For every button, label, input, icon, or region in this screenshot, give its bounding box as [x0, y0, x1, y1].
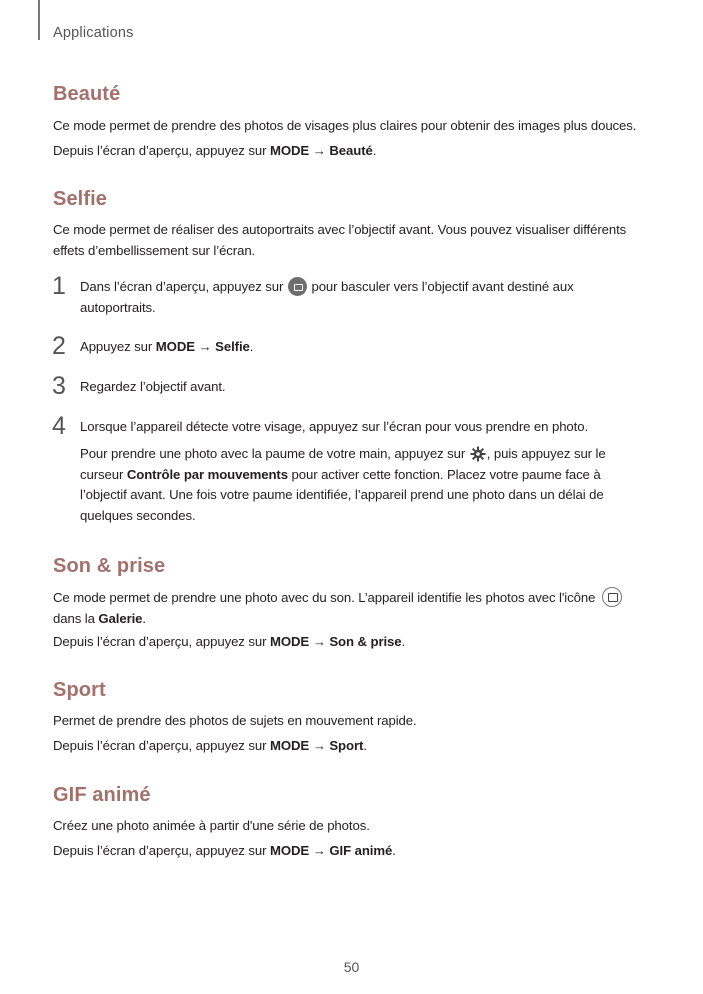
son-path: Depuis l’écran d’aperçu, appuyez sur MODE → Son & prise. — [53, 634, 406, 649]
beaute-description: Ce mode permet de prendre des photos de visages plus claires pour obtenir des images plus douces. — [53, 118, 637, 133]
step-2-text: Appuyez sur MODE → Selfie. — [80, 339, 254, 354]
sport-description: Permet de prendre des photos de sujets en mouvement rapide. — [53, 713, 417, 728]
step-number-2: 2 — [52, 332, 66, 360]
step-4-text: Lorsque l’appareil détecte votre visage, appuyez sur l’écran pour vous prendre en photo. — [80, 419, 589, 434]
son-description: Ce mode permet de prendre une photo avec du son. L’appareil identifie les photos avec l'icône dans la Galerie. — [53, 587, 643, 629]
selfie-description: Ce mode permet de réaliser des autoportraits avec l’objectif avant. Vous pouvez visualiser différents effets d’embellissement sur l’écran. — [53, 222, 627, 258]
step-number-3: 3 — [52, 372, 66, 400]
settings-gear-icon — [470, 446, 486, 462]
page-number: 50 — [343, 959, 360, 975]
heading-gif-anime: GIF animé — [53, 784, 151, 806]
step-3-text: Regardez l’objectif avant. — [80, 379, 226, 394]
heading-son-prise: Son & prise — [53, 555, 166, 577]
switch-camera-icon — [288, 277, 307, 296]
step-4-note: Pour prendre une photo avec la paume de votre main, appuyez sur , puis appuyez sur le curseur Contrôle par mouvements pour activer cette fonction. Placez votre paume face à l’objectif avant. Une fois votre paume identifiée, l’appareil prend une photo dans un délai de quelques secondes. — [80, 446, 606, 523]
heading-beaute: Beauté — [53, 83, 121, 105]
step-1-text: Dans l’écran d’aperçu, appuyez sur pour basculer vers l’objectif avant destiné aux autoportraits. — [80, 279, 574, 315]
gif-description: Créez une photo animée à partir d'une série de photos. — [53, 818, 370, 833]
step-number-4: 4 — [52, 412, 66, 440]
sport-path: Depuis l’écran d’aperçu, appuyez sur MODE → Sport. — [53, 738, 367, 753]
sound-shot-icon — [602, 587, 622, 607]
heading-sport: Sport — [53, 679, 106, 701]
gif-path: Depuis l’écran d’aperçu, appuyez sur MODE → GIF animé. — [53, 843, 396, 858]
heading-selfie: Selfie — [53, 188, 107, 210]
header-rule — [38, 0, 40, 40]
step-number-1: 1 — [52, 272, 66, 300]
section-header: Applications — [53, 25, 134, 41]
beaute-path: Depuis l’écran d’aperçu, appuyez sur MODE → Beauté. — [53, 143, 377, 158]
